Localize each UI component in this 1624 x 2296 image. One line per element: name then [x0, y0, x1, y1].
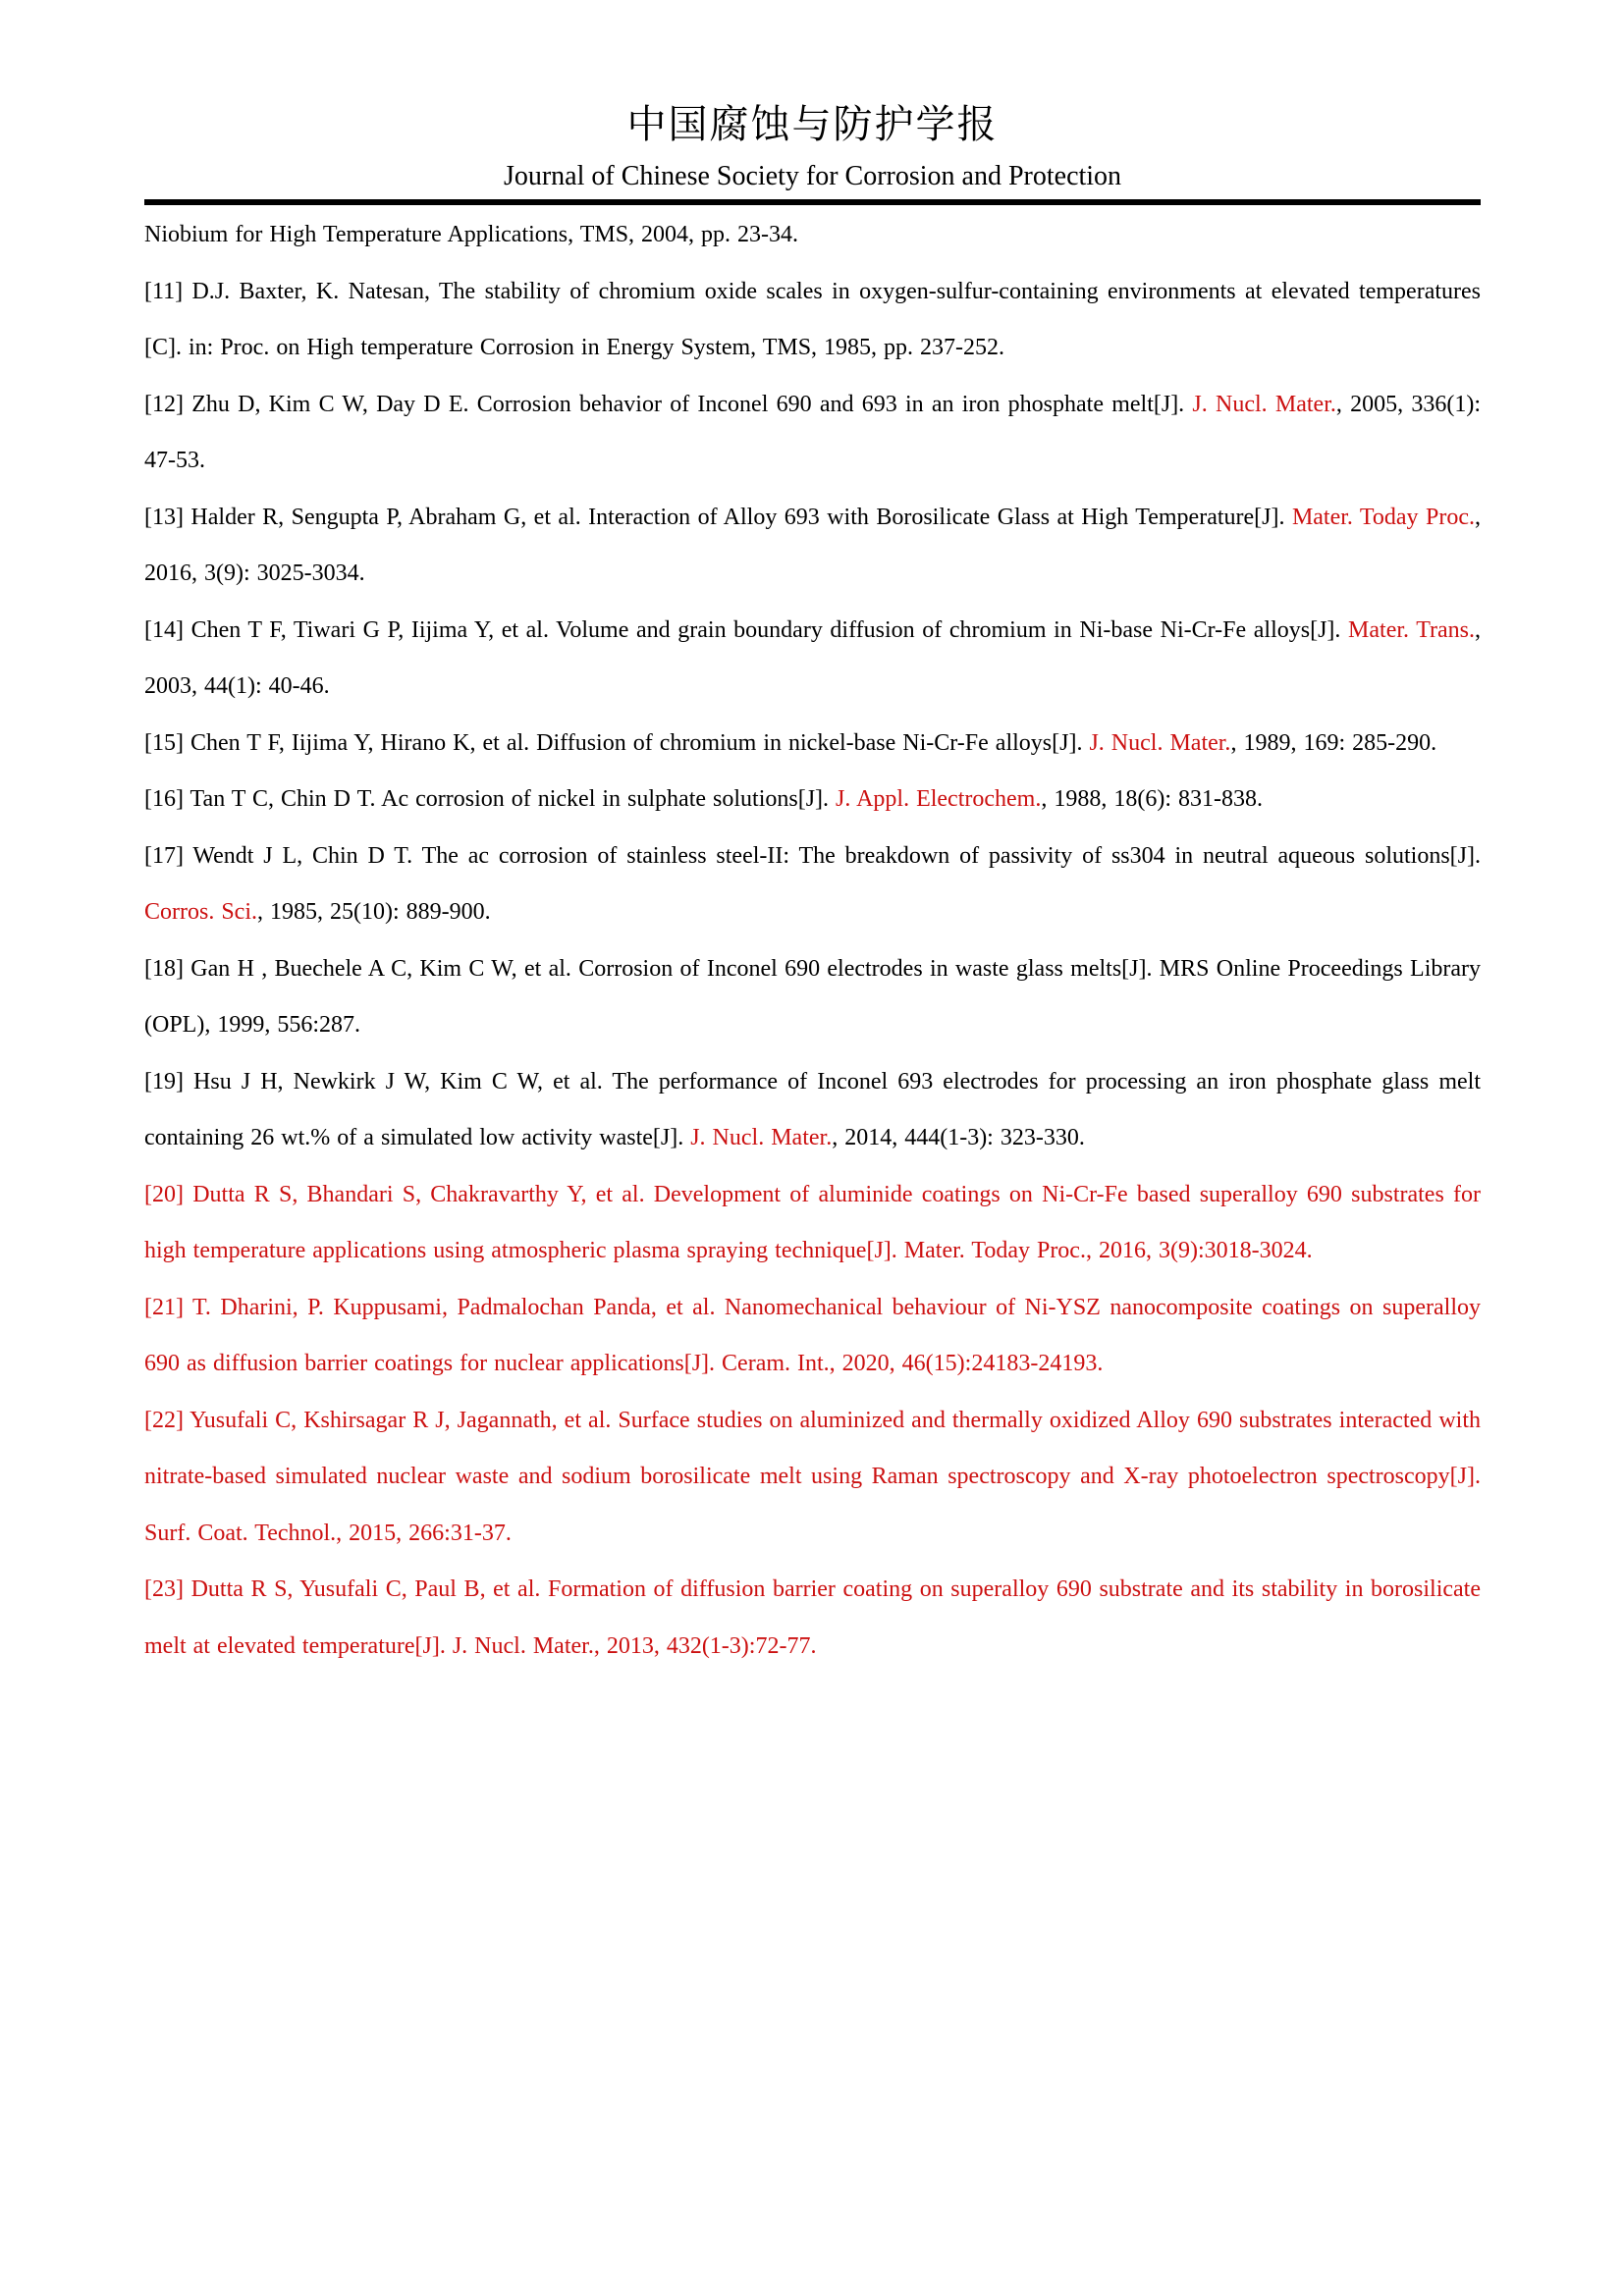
- reference-text: [15] Chen T F, Iijima Y, Hirano K, et al. Diffusion of chromium in nickel-base Ni-Cr-Fe alloys[J].: [144, 729, 1090, 756]
- reference-text: Niobium for High Temperature Applications, TMS, 2004, pp. 23-34.: [144, 222, 799, 247]
- header-rule: [144, 199, 1481, 205]
- reference-text: , 1989, 169: 285-290.: [1230, 729, 1437, 756]
- reference-text: , 1985, 25(10): 889-900.: [257, 899, 491, 925]
- reference-text: , 2003, 44(1): 40-46.: [144, 616, 1488, 699]
- reference-text: [16] Tan T C, Chin D T. Ac corrosion of nickel in sulphate solutions[J].: [144, 786, 837, 812]
- reference-text: [14] Chen T F, Tiwari G P, Iijima Y, et al. Volume and grain boundary diffusion of chromium in Ni-base Ni-Cr-Fe alloys[J].: [144, 616, 1349, 643]
- reference-text: [19] Hsu J H, Newkirk J W, Kim C W, et al. The performance of Inconel 693 electrodes for processing an iron phosphate glass melt containing 26 wt.% of a simulated low activity waste[J].: [144, 1068, 1488, 1150]
- page-content: [144, 0, 1488, 1675]
- journal-title-english: Journal of Chinese Society for Corrosion and Protection: [503, 161, 1122, 191]
- reference-item: [144, 603, 1488, 716]
- reference-text: [11] D.J. Baxter, K. Natesan, The stability of chromium oxide scales in oxygen-sulfur-containing environments at elevated temperatures [C]. in: Proc. on High temperature Corrosion in Energy System, TMS, 1985, pp. 237-252.: [144, 278, 1488, 360]
- reference-journal-name: Mater. Trans.: [1348, 616, 1475, 643]
- reference-journal-name: Corros. Sci.: [144, 899, 257, 925]
- reference-journal-name: [22] Yusufali C, Kshirsagar R J, Jagannath, et al. Surface studies on aluminized and thermally oxidized Alloy 690 substrates interacted with nitrate-based simulated nuclear waste and sodium borosilicate melt using Raman spectroscopy and X-ray photoelectron spectroscopy[J]. Surf. Coat. Technol., 2015, 266:31-37.: [144, 1407, 1488, 1546]
- reference-item: [144, 1167, 1488, 1280]
- reference-journal-name: [21] T. Dharini, P. Kuppusami, Padmalochan Panda, et al. Nanomechanical behaviour of Ni-YSZ nanocomposite coatings on superalloy 690 as diffusion barrier coatings for nuclear applications[J]. Ceram. Int., 2020, 46(15):24183-24193.: [144, 1294, 1488, 1376]
- reference-text: , 1988, 18(6): 831-838.: [1041, 786, 1263, 812]
- reference-text: , 2016, 3(9): 3025-3034.: [144, 504, 1488, 586]
- reference-item: [144, 772, 1481, 828]
- reference-journal-name: [20] Dutta R S, Bhandari S, Chakravarthy Y, et al. Development of aluminide coatings on Ni-Cr-Fe based superalloy 690 substrates for high temperature applications using atmospheric plasma spraying technique[J]. Mater. Today Proc., 2016, 3(9):3018-3024.: [144, 1181, 1488, 1263]
- reference-item: [144, 207, 1481, 264]
- reference-text: [17] Wendt J L, Chin D T. The ac corrosion of stainless steel-II: The breakdown of passivity of ss304 in neutral aqueous solutions[J].: [144, 842, 1488, 869]
- reference-journal-name: J. Nucl. Mater.: [690, 1125, 833, 1150]
- reference-journal-name: [23] Dutta R S, Yusufali C, Paul B, et al. Formation of diffusion barrier coating on superalloy 690 substrate and its stability in borosilicate melt at elevated temperature[J]. J. Nucl. Mater., 2013, 432(1-3):72-77.: [144, 1576, 1488, 1659]
- reference-journal-name: J. Appl. Electrochem.: [836, 786, 1042, 812]
- reference-text: [13] Halder R, Sengupta P, Abraham G, et al. Interaction of Alloy 693 with Borosilicate Glass at High Temperature[J].: [144, 504, 1292, 530]
- reference-item: [144, 1054, 1488, 1167]
- references-list: [144, 207, 1488, 1675]
- reference-journal-name: J. Nucl. Mater.: [1192, 391, 1336, 417]
- reference-text: , 2005, 336(1): 47-53.: [144, 391, 1488, 473]
- reference-item: [144, 264, 1488, 377]
- reference-item: [144, 1393, 1488, 1563]
- reference-item: [144, 377, 1488, 490]
- reference-item: [144, 828, 1488, 941]
- reference-text: [18] Gan H , Buechele A C, Kim C W, et al. Corrosion of Inconel 690 electrodes in waste glass melts[J]. MRS Online Proceedings Library (OPL), 1999, 556:287.: [144, 955, 1488, 1038]
- reference-journal-name: Mater. Today Proc.: [1291, 504, 1475, 530]
- reference-item: [144, 716, 1481, 773]
- reference-text: , 2014, 444(1-3): 323-330.: [832, 1125, 1085, 1150]
- reference-item: [144, 1280, 1488, 1393]
- reference-text: [12] Zhu D, Kim C W, Day D E. Corrosion behavior of Inconel 690 and 693 in an iron phosphate melt[J].: [144, 391, 1193, 417]
- journal-title-chinese: 中国腐蚀与防护学报: [626, 102, 999, 146]
- reference-item: [144, 1562, 1488, 1675]
- reference-item: [144, 941, 1488, 1054]
- reference-item: [144, 490, 1488, 603]
- reference-journal-name: J. Nucl. Mater.: [1089, 729, 1231, 756]
- journal-header: [144, 101, 1481, 205]
